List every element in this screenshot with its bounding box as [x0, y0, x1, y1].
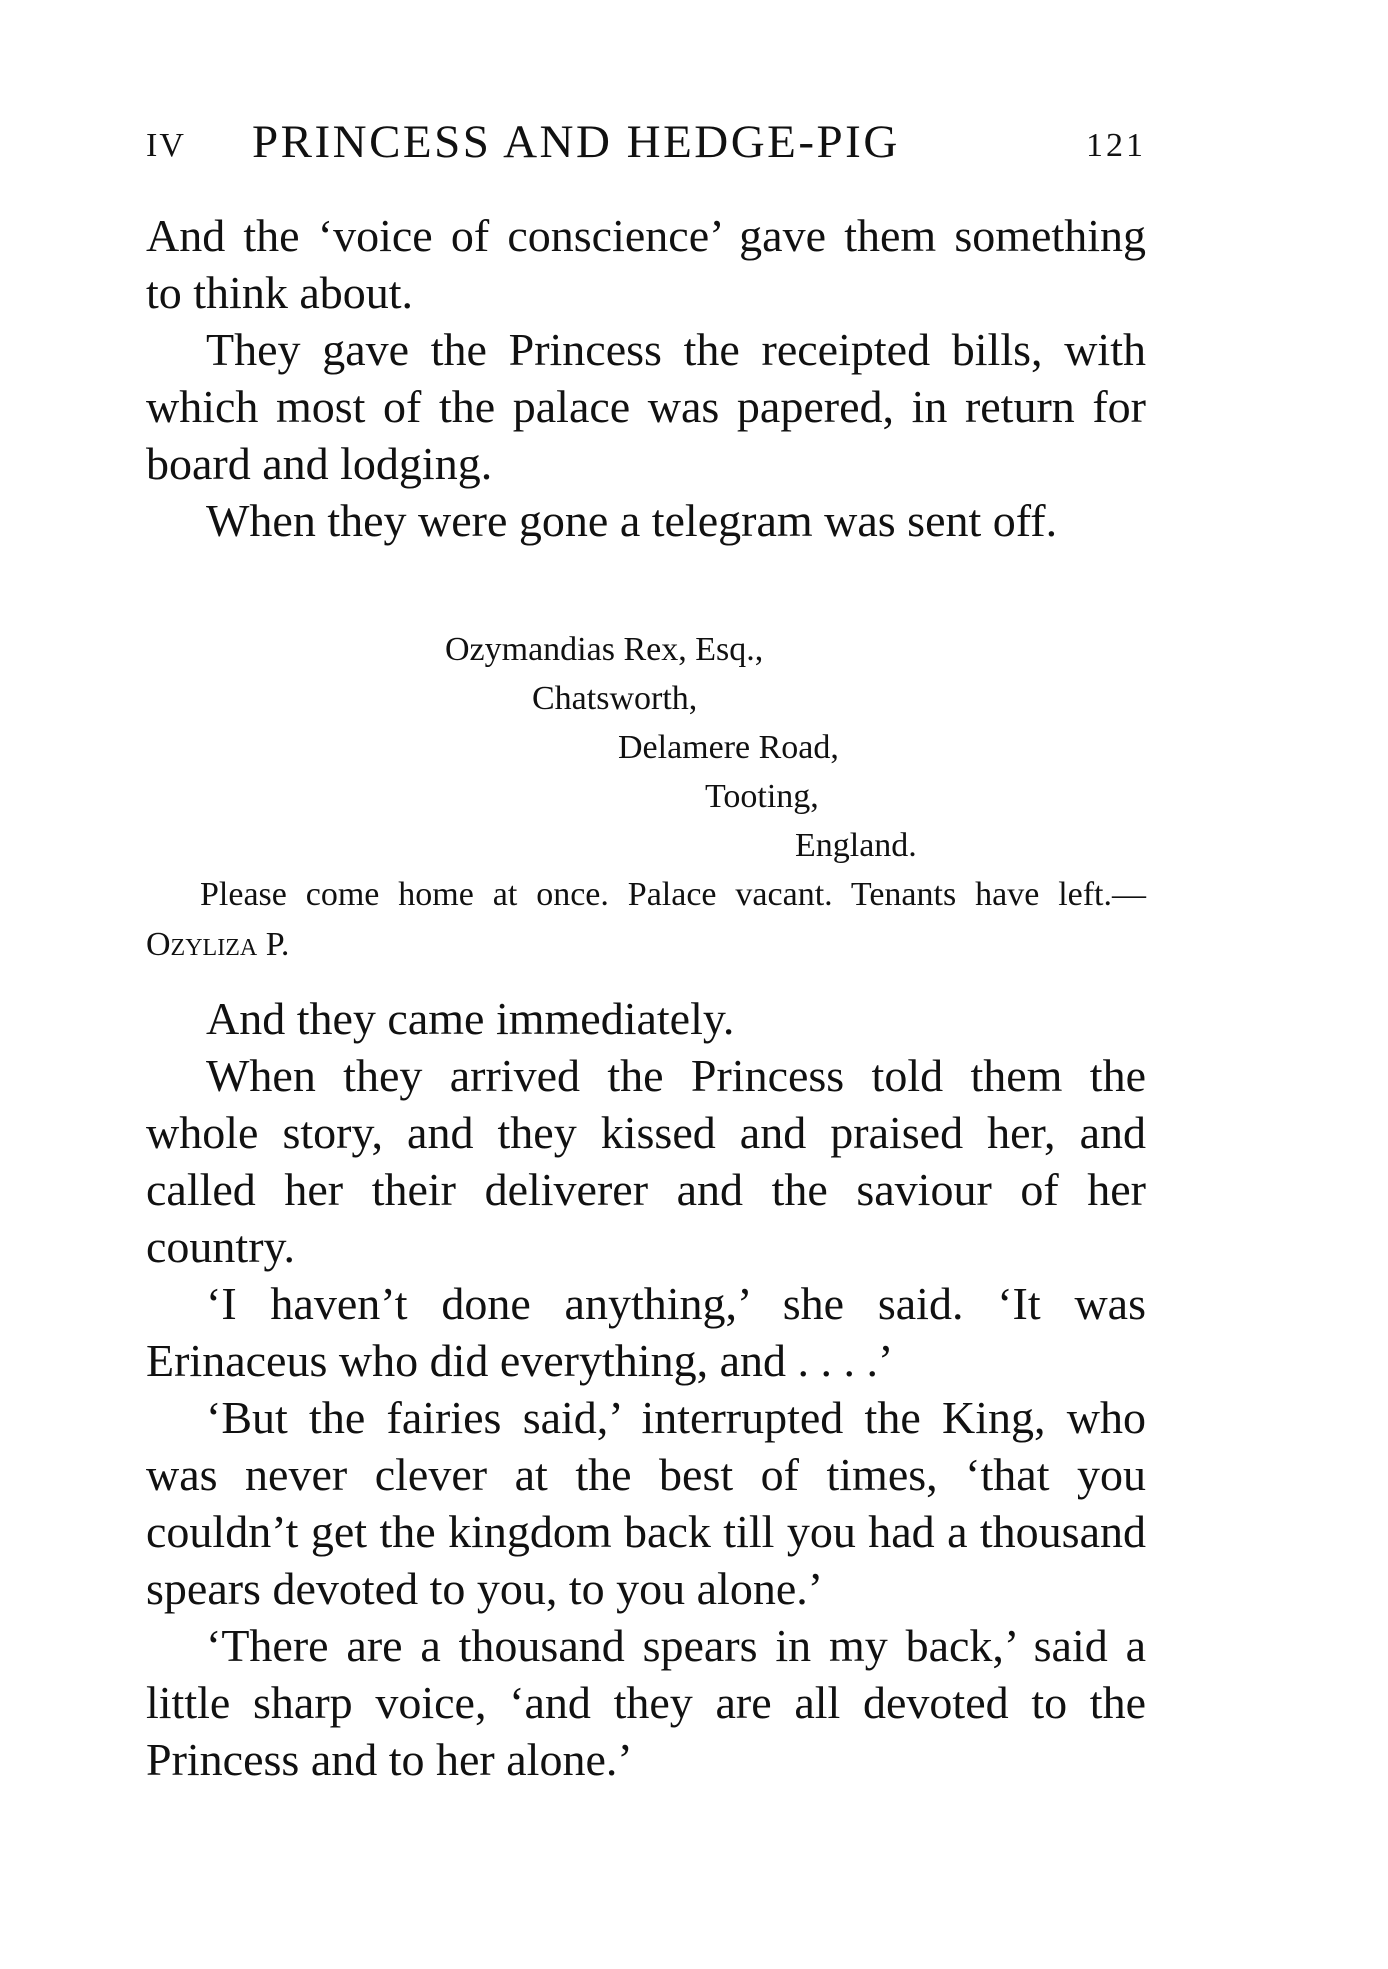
- address-line: Tooting,: [705, 778, 819, 815]
- telegram-message: [146, 870, 1146, 970]
- paragraph: ‘There are a thousand spears in my back,’ said a little sharp voice, ‘and they are all devoted to the Princess and to her alone.’: [146, 1620, 1146, 1785]
- telegram-signature: Ozyliza P.: [146, 926, 290, 963]
- page-number: 121: [1086, 127, 1146, 164]
- paragraph: ‘I haven’t done anything,’ she said. ‘It was Erinaceus who did everything, and . . . .’: [146, 1278, 1146, 1386]
- paragraph: They gave the Princess the receipted bills, with which most of the palace was papered, in return for board and lodging.: [146, 324, 1146, 489]
- paragraph: ‘But the fairies said,’ interrupted the King, who was never clever at the best of times, ‘that you couldn’t get the kingdom back till you had a thousand spears devoted to you, to you alone.’: [146, 1392, 1146, 1614]
- address-line: Chatsworth,: [532, 680, 698, 717]
- running-title: PRINCESS AND HEDGE-PIG: [252, 116, 900, 168]
- paragraph: And they came immediately.: [206, 993, 735, 1044]
- paragraph: And the ‘voice of conscience’ gave them something to think about.: [146, 210, 1146, 318]
- chapter-number: IV: [146, 127, 186, 164]
- address-line: Delamere Road,: [618, 729, 839, 766]
- paragraph: When they arrived the Princess told them the whole story, and they kissed and praised her, and called her their deliverer and the saviour of her country.: [146, 1050, 1146, 1272]
- telegram-message-text: Please come home at once. Palace vacant. Tenants have left.—: [200, 876, 1146, 913]
- paragraph: When they were gone a telegram was sent off.: [206, 495, 1058, 546]
- address-line: England.: [795, 827, 917, 864]
- body-text-lower: [146, 990, 1146, 1788]
- address-line: Ozymandias Rex, Esq.,: [445, 631, 764, 668]
